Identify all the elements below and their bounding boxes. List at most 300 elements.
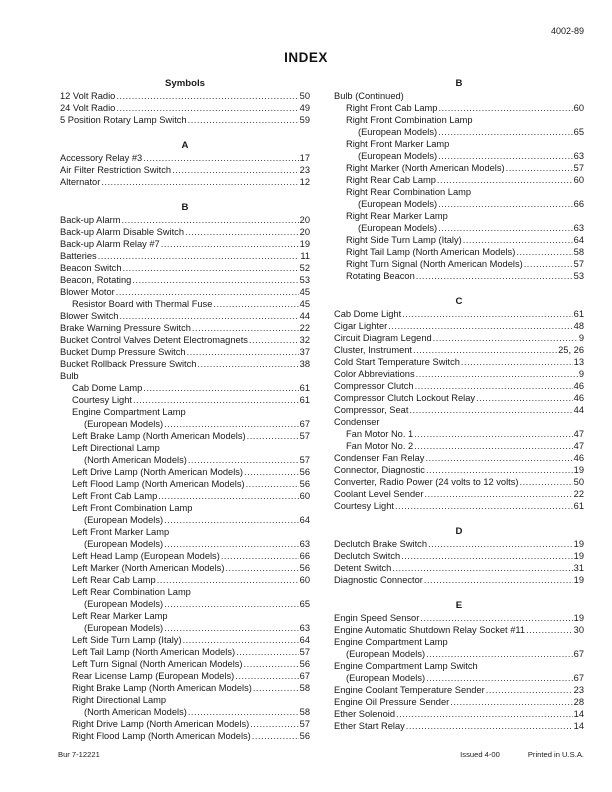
- index-entry: [334, 550, 584, 562]
- section-heading: B: [455, 78, 463, 89]
- entry-page-number: 17: [299, 153, 310, 163]
- entry-text: Right Flood Lamp (North American Models): [72, 731, 251, 741]
- index-entry: [60, 164, 310, 176]
- entry-text: Declutch Switch: [334, 551, 401, 561]
- entry-page-number: 37: [299, 347, 310, 357]
- index-entry: [334, 270, 584, 282]
- index-entry: [334, 210, 584, 222]
- index-entry: [334, 660, 584, 672]
- index-entry: [60, 658, 310, 670]
- entry-page-number: 19: [573, 551, 584, 561]
- dot-leader: [438, 102, 572, 114]
- entry-text: Left Turn Signal (North American Models): [72, 659, 243, 669]
- section-heading: E: [455, 600, 463, 611]
- index-entry: [334, 174, 584, 186]
- entry-text: Left Brake Lamp (North American Models): [72, 431, 246, 441]
- entry-text: Cab Dome Lamp: [72, 383, 143, 393]
- entry-text: Engine Compartment Lamp: [334, 637, 448, 647]
- index-entry: [60, 334, 310, 346]
- entry-text: (European Models): [346, 649, 426, 659]
- entry-text: Left Tail Lamp (North American Models): [72, 647, 236, 657]
- dot-leader: [388, 320, 572, 332]
- entry-page-number: 57: [573, 163, 584, 173]
- index-entry: [334, 672, 584, 684]
- entry-text: Left Rear Marker Lamp: [72, 611, 168, 621]
- entry-text: (European Models): [346, 673, 426, 683]
- entry-page-number: 44: [573, 405, 584, 415]
- index-entry: [60, 176, 310, 188]
- entry-page-number: 53: [299, 275, 310, 285]
- index-entry: [60, 598, 310, 610]
- index-entry: [334, 416, 584, 428]
- entry-text: Back-up Alarm: [60, 215, 121, 225]
- index-entry: [60, 298, 310, 310]
- entry-page-number: 56: [299, 479, 310, 489]
- right-column: [334, 78, 584, 742]
- entry-text: Compressor Clutch Lockout Relay: [334, 393, 476, 403]
- entry-text: 5 Position Rotary Lamp Switch: [60, 115, 187, 125]
- entry-page-number: 61: [573, 501, 584, 511]
- dot-leader: [426, 672, 573, 684]
- entry-text: Bucket Control Valves Detent Electromagnets: [60, 335, 248, 345]
- entry-text: Back-up Alarm Disable Switch: [60, 227, 185, 237]
- dot-leader: [425, 452, 572, 464]
- dot-leader: [187, 346, 299, 358]
- entry-text: Engine Coolant Temperature Sender: [334, 685, 485, 695]
- entry-page-number: 14: [573, 721, 584, 731]
- entry-text: (European Models): [84, 623, 164, 633]
- index-entry: [60, 114, 310, 126]
- entry-page-number: 23: [299, 165, 310, 175]
- dot-leader: [213, 298, 298, 310]
- dot-leader: [164, 598, 299, 610]
- entry-text: Cluster, Instrument: [334, 345, 413, 355]
- page-title: INDEX: [284, 50, 328, 65]
- entry-page-number: 56: [299, 731, 310, 741]
- index-entry: [60, 346, 310, 358]
- index-entry: [60, 514, 310, 526]
- entry-page-number: 57: [573, 259, 584, 269]
- entry-text: Resistor Board with Thermal Fuse: [72, 299, 213, 309]
- dot-leader: [416, 368, 578, 380]
- entry-text: (North American Models): [84, 707, 187, 717]
- entry-page-number: 46: [573, 381, 584, 391]
- entry-page-number: 57: [299, 647, 310, 657]
- entry-text: Engine Compartment Lamp Switch: [334, 661, 478, 671]
- index-entry: [334, 648, 584, 660]
- entry-text: Condenser: [334, 417, 380, 427]
- index-entry: [334, 258, 584, 270]
- dot-leader: [119, 310, 298, 322]
- index-entry: [334, 562, 584, 574]
- dot-leader: [158, 490, 298, 502]
- dot-leader: [157, 574, 299, 586]
- page-footer: [58, 750, 584, 759]
- entry-text: Circuit Diagram Legend: [334, 333, 432, 343]
- index-entry: [334, 320, 584, 332]
- dot-leader: [143, 382, 298, 394]
- index-entry: [334, 90, 584, 102]
- entry-page-number: 64: [573, 235, 584, 245]
- index-entry: [334, 246, 584, 258]
- entry-text: Right Rear Combination Lamp: [346, 187, 472, 197]
- entry-page-number: 61: [299, 383, 310, 393]
- entry-page-number: 45: [299, 287, 310, 297]
- left-column: [60, 78, 310, 742]
- entry-text: Alternator: [60, 177, 101, 187]
- entry-page-number: 56: [299, 467, 310, 477]
- index-entry: [334, 452, 584, 464]
- entry-text: (European Models): [358, 151, 438, 161]
- index-entry: [334, 392, 584, 404]
- entry-text: Ether Solenoid: [334, 709, 395, 719]
- entry-page-number: 19: [573, 613, 584, 623]
- dot-leader: [438, 150, 573, 162]
- section-heading: Symbols: [165, 78, 205, 89]
- entry-page-number: 61: [299, 395, 310, 405]
- entry-text: Beacon Switch: [60, 263, 122, 273]
- entry-page-number: 67: [299, 671, 310, 681]
- entry-page-number: 58: [573, 247, 584, 257]
- entry-page-number: 66: [573, 199, 584, 209]
- index-entry: [334, 488, 584, 500]
- index-entry: [334, 344, 584, 356]
- dot-leader: [402, 308, 572, 320]
- entry-page-number: 14: [573, 709, 584, 719]
- index-entry: [334, 404, 584, 416]
- entry-text: Left Side Turn Lamp (Italy): [72, 635, 182, 645]
- dot-leader: [188, 454, 299, 466]
- dot-leader: [244, 658, 299, 670]
- entry-page-number: 49: [299, 103, 310, 113]
- dot-leader: [424, 574, 573, 586]
- entry-text: Color Abbreviations: [334, 369, 415, 379]
- entry-page-number: 12: [299, 177, 310, 187]
- entry-page-number: 60: [573, 103, 584, 113]
- index-entry: [60, 526, 310, 538]
- entry-page-number: 38: [299, 359, 310, 369]
- entry-text: (European Models): [84, 515, 164, 525]
- entry-text: Left Drive Lamp (North American Models): [72, 467, 244, 477]
- entry-text: Right Front Combination Lamp: [346, 115, 473, 125]
- entry-page-number: 65: [299, 599, 310, 609]
- dot-leader: [406, 720, 573, 732]
- dot-leader: [486, 684, 573, 696]
- index-entry: [60, 730, 310, 742]
- dot-leader: [438, 198, 573, 210]
- entry-text: Cab Dome Light: [334, 309, 402, 319]
- dot-leader: [250, 718, 298, 730]
- entry-text: Diagnostic Connector: [334, 575, 423, 585]
- entry-text: Left Marker (North American Models): [72, 563, 225, 573]
- index-entry: [334, 612, 584, 624]
- index-entry: [60, 358, 310, 370]
- dot-leader: [185, 226, 299, 238]
- entry-text: Blower Motor: [60, 287, 115, 297]
- page-number: 4002-89: [550, 26, 584, 36]
- entry-text: Connector, Diagnostic: [334, 465, 425, 475]
- dot-leader: [516, 246, 572, 258]
- dot-leader: [101, 176, 298, 188]
- entry-page-number: 63: [573, 223, 584, 233]
- entry-page-number: 20: [299, 227, 310, 237]
- index-entry: [60, 102, 310, 114]
- entry-page-number: 64: [299, 635, 310, 645]
- dot-leader: [244, 466, 299, 478]
- dot-leader: [164, 418, 299, 430]
- entry-text: Right Rear Cab Lamp: [346, 175, 436, 185]
- dot-leader: [164, 538, 299, 550]
- index-entry: [334, 624, 584, 636]
- dot-leader: [164, 622, 299, 634]
- index-entry: [60, 394, 310, 406]
- dot-leader: [183, 634, 299, 646]
- index-entry: [60, 502, 310, 514]
- index-entry: [60, 406, 310, 418]
- index-entry: [334, 126, 584, 138]
- entry-page-number: 22: [573, 489, 584, 499]
- section-heading: B: [181, 202, 189, 213]
- section-heading: C: [455, 296, 463, 307]
- index-entry: [60, 574, 310, 586]
- index-entry: [334, 428, 584, 440]
- entry-page-number: 63: [573, 151, 584, 161]
- entry-text: Right Brake Lamp (North American Models): [72, 683, 252, 693]
- dot-leader: [401, 550, 573, 562]
- entry-page-number: 58: [299, 683, 310, 693]
- index-entry: [334, 222, 584, 234]
- entry-text: Brake Warning Pressure Switch: [60, 323, 191, 333]
- dot-leader: [413, 344, 557, 356]
- dot-leader: [252, 730, 299, 742]
- index-entry: [60, 670, 310, 682]
- dot-leader: [433, 332, 578, 344]
- entry-text: Engin Speed Sensor: [334, 613, 420, 623]
- index-entry: [334, 234, 584, 246]
- dot-leader: [246, 478, 299, 490]
- dot-leader: [161, 238, 299, 250]
- index-entry: [334, 538, 584, 550]
- index-entry: [60, 382, 310, 394]
- dot-leader: [438, 222, 573, 234]
- dot-leader: [424, 488, 572, 500]
- entry-page-number: 56: [299, 659, 310, 669]
- entry-text: Compressor, Seat: [334, 405, 409, 415]
- entry-text: Bucket Dump Pressure Switch: [60, 347, 186, 357]
- footer-doc-code: Bur 7-12221: [58, 750, 100, 759]
- index-entry: [60, 152, 310, 164]
- entry-page-number: 22: [299, 323, 310, 333]
- index-entry: [60, 250, 310, 262]
- section-heading: A: [181, 140, 189, 151]
- entry-page-number: 47: [573, 441, 584, 451]
- entry-page-number: 47: [573, 429, 584, 439]
- entry-text: Left Front Combination Lamp: [72, 503, 193, 513]
- index-entry: [60, 562, 310, 574]
- dot-leader: [116, 90, 298, 102]
- dot-leader: [461, 356, 573, 368]
- entry-text: Rotating Beacon: [346, 271, 415, 281]
- entry-page-number: 67: [299, 419, 310, 429]
- entry-text: Detent Switch: [334, 563, 392, 573]
- entry-text: Left Rear Cab Lamp: [72, 575, 156, 585]
- entry-text: Right Side Turn Lamp (Italy): [346, 235, 462, 245]
- dot-leader: [235, 670, 298, 682]
- footer-right-group: [460, 750, 584, 759]
- index-entry: [334, 476, 584, 488]
- entry-page-number: 56: [299, 563, 310, 573]
- index-entry: [60, 238, 310, 250]
- entry-text: Blower Switch: [60, 311, 119, 321]
- index-entry: [334, 636, 584, 648]
- index-entry: [60, 418, 310, 430]
- index-entry: [334, 114, 584, 126]
- entry-text: Converter, Radio Power (24 volts to 12 volts): [334, 477, 519, 487]
- entry-text: Bucket Rollback Pressure Switch: [60, 359, 197, 369]
- entry-text: Cigar Lighter: [334, 321, 388, 331]
- index-entry: [60, 286, 310, 298]
- entry-page-number: 9: [578, 333, 584, 343]
- index-entry: [334, 500, 584, 512]
- entry-page-number: 57: [299, 431, 310, 441]
- dot-leader: [221, 550, 299, 562]
- index-entry: [334, 186, 584, 198]
- entry-page-number: 13: [573, 357, 584, 367]
- index-entry: [334, 440, 584, 452]
- entry-page-number: 9: [578, 369, 584, 379]
- entry-text: Beacon, Rotating: [60, 275, 132, 285]
- dot-leader: [188, 706, 299, 718]
- index-entry: [60, 226, 310, 238]
- dot-leader: [450, 696, 572, 708]
- entry-page-number: 61: [573, 309, 584, 319]
- entry-text: Right Tail Lamp (North American Models): [346, 247, 516, 257]
- dot-leader: [116, 102, 298, 114]
- entry-text: Accessory Relay #3: [60, 153, 143, 163]
- index-entry: [334, 332, 584, 344]
- dot-leader: [506, 162, 573, 174]
- entry-page-number: 65: [573, 127, 584, 137]
- entry-page-number: 30: [573, 625, 584, 635]
- entry-text: Courtesy Light: [72, 395, 132, 405]
- entry-page-number: 66: [299, 551, 310, 561]
- index-entry: [60, 262, 310, 274]
- entry-text: Left Rear Combination Lamp: [72, 587, 191, 597]
- entry-text: Right Front Cab Lamp: [346, 103, 438, 113]
- index-entry: [60, 550, 310, 562]
- dot-leader: [438, 126, 573, 138]
- index-columns: [60, 78, 584, 742]
- entry-text: Bulb (Continued): [334, 91, 404, 101]
- entry-text: Courtesy Light: [334, 501, 394, 511]
- index-entry: [60, 718, 310, 730]
- entry-text: (European Models): [358, 127, 438, 137]
- entry-text: Engine Compartment Lamp: [72, 407, 186, 417]
- entry-page-number: 19: [573, 539, 584, 549]
- index-entry: [60, 442, 310, 454]
- entry-text: (European Models): [84, 599, 164, 609]
- dot-leader: [396, 708, 573, 720]
- footer-issued-date: Issued 4-00: [460, 750, 500, 759]
- entry-page-number: 57: [299, 455, 310, 465]
- entry-page-number: 20: [299, 215, 310, 225]
- dot-leader: [253, 682, 299, 694]
- dot-leader: [428, 538, 573, 550]
- dot-leader: [414, 440, 572, 452]
- index-entry: [60, 538, 310, 550]
- entry-text: Back-up Alarm Relay #7: [60, 239, 160, 249]
- entry-page-number: 50: [299, 91, 310, 101]
- entry-page-number: 57: [299, 719, 310, 729]
- index-entry: [334, 102, 584, 114]
- index-entry: [60, 610, 310, 622]
- dot-leader: [143, 152, 299, 164]
- entry-text: Bulb: [60, 371, 79, 381]
- index-entry: [60, 586, 310, 598]
- entry-text: Left Directional Lamp: [72, 443, 160, 453]
- index-entry: [60, 478, 310, 490]
- entry-page-number: 67: [573, 673, 584, 683]
- dot-leader: [416, 270, 573, 282]
- entry-page-number: 50: [573, 477, 584, 487]
- entry-text: Declutch Brake Switch: [334, 539, 428, 549]
- entry-text: Right Directional Lamp: [72, 695, 167, 705]
- entry-text: Left Head Lamp (European Models): [72, 551, 220, 561]
- index-entry: [60, 634, 310, 646]
- entry-text: Coolant Level Sender: [334, 489, 424, 499]
- entry-text: (European Models): [358, 199, 438, 209]
- dot-leader: [132, 274, 298, 286]
- index-entry: [60, 214, 310, 226]
- index-entry: [60, 682, 310, 694]
- entry-text: Air Filter Restriction Switch: [60, 165, 172, 175]
- entry-text: Left Front Marker Lamp: [72, 527, 170, 537]
- index-entry: [60, 310, 310, 322]
- entry-page-number: 45: [299, 299, 310, 309]
- entry-page-number: 52: [299, 263, 310, 273]
- dot-leader: [437, 174, 573, 186]
- entry-page-number: 28: [573, 697, 584, 707]
- dot-leader: [192, 322, 299, 334]
- entry-page-number: 46: [573, 453, 584, 463]
- entry-page-number: 63: [299, 623, 310, 633]
- index-entry: [60, 646, 310, 658]
- dot-leader: [98, 250, 300, 262]
- entry-text: Compressor Clutch: [334, 381, 414, 391]
- index-entry: [334, 720, 584, 732]
- entry-page-number: 11: [300, 251, 310, 261]
- index-entry: [334, 198, 584, 210]
- entry-text: Right Turn Signal (North American Models): [346, 259, 523, 269]
- index-entry: [60, 622, 310, 634]
- dot-leader: [414, 428, 572, 440]
- entry-text: Right Rear Marker Lamp: [346, 211, 448, 221]
- entry-text: 24 Volt Radio: [60, 103, 116, 113]
- entry-page-number: 53: [573, 271, 584, 281]
- dot-leader: [247, 430, 299, 442]
- index-entry: [60, 90, 310, 102]
- entry-text: Condenser Fan Relay: [334, 453, 425, 463]
- index-entry: [334, 368, 584, 380]
- entry-text: 12 Volt Radio: [60, 91, 116, 101]
- index-entry: [334, 464, 584, 476]
- entry-page-number: 60: [573, 175, 584, 185]
- entry-text: (North American Models): [84, 455, 187, 465]
- index-entry: [334, 380, 584, 392]
- index-entry: [334, 308, 584, 320]
- index-entry: [334, 356, 584, 368]
- dot-leader: [519, 476, 572, 488]
